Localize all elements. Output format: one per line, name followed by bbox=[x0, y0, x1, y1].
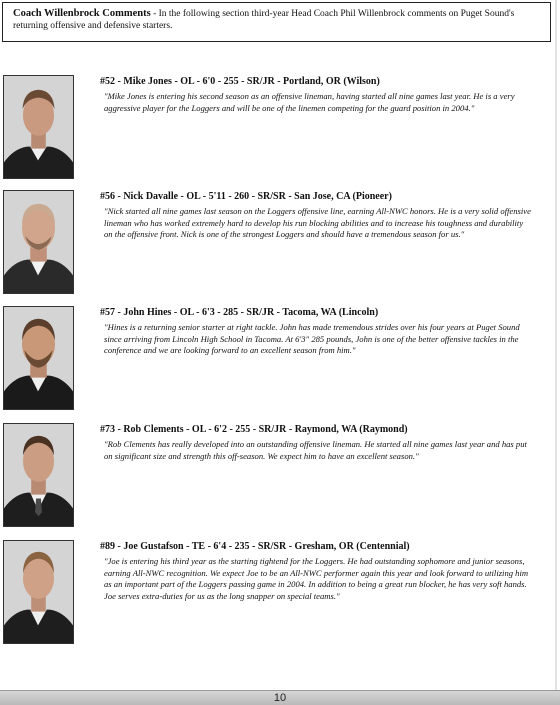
player-entry bbox=[0, 190, 560, 302]
player-quote: "Nick started all nine games last season on the Loggers offensive line, earning All-NWC honors. He is a very solid offensive lineman who has worked extremely hard to develop his run blocking abilities and to increase his toughness and durability on the offensive front. Nick is one of the strongest Loggers and should have a tremendous season for us." bbox=[104, 206, 531, 239]
player-quote: "Hines is a returning senior starter at right tackle. John has made tremendous strides over his four years at Puget Sound since arriving from Lincoln High School in Tacoma. At 6'3" 285 pounds, John is one of the better offensive tackles in the conference and we are looking forward to an excellent season from him." bbox=[104, 322, 520, 355]
header-title: Coach Willenbrock Comments bbox=[13, 8, 151, 19]
player-entry bbox=[0, 423, 560, 535]
page-edge bbox=[555, 0, 557, 704]
player-bio bbox=[100, 540, 532, 602]
player-entry bbox=[0, 540, 560, 652]
player-photo bbox=[3, 540, 74, 644]
player-heading: #73 - Rob Clements - OL - 6'2 - 255 - SR/JR - Raymond, WA (Raymond) bbox=[100, 424, 408, 435]
footer-bar bbox=[0, 690, 560, 705]
player-heading: #52 - Mike Jones - OL - 6'0 - 255 - SR/JR - Portland, OR (Wilson) bbox=[100, 76, 380, 87]
player-bio bbox=[100, 306, 532, 357]
player-photo bbox=[3, 190, 74, 294]
player-quote: "Rob Clements has really developed into an outstanding offensive lineman. He started all nine games last year and has put on significant size and strength this off-season. We expect him to have an excellent season." bbox=[104, 439, 527, 461]
player-photo bbox=[3, 423, 74, 527]
player-bio bbox=[100, 423, 532, 462]
player-entry bbox=[0, 75, 560, 187]
player-quote: "Mike Jones is entering his second season as an offensive lineman, having started all nine games last year. He is a very aggressive player for the Loggers and will be one of the linemen competing for the guard position in 2004." bbox=[104, 91, 515, 113]
player-quote: "Joe is entering his third year as the starting tightend for the Loggers. He had outstanding sophomore and junior seasons, earning All-NWC recognition. We expect Joe to be an All-NWC performer again this year and look forward to utilizing him as an important part of the Loggers passing game in 2004. In addition to being a great run blocker, he has very soft hands. Joe serves extra-duties for us as the long snapper on special teams." bbox=[104, 556, 529, 601]
player-entry bbox=[0, 306, 560, 418]
player-heading: #89 - Joe Gustafson - TE - 6'4 - 235 - SR/SR - Gresham, OR (Centennial) bbox=[100, 541, 410, 552]
header-box bbox=[2, 2, 551, 42]
player-heading: #57 - John Hines - OL - 6'3 - 285 - SR/JR - Tacoma, WA (Lincoln) bbox=[100, 307, 379, 318]
player-bio bbox=[100, 75, 532, 114]
header-intro: - In the following section third-year Head Coach Phil Willenbrock comments on Puget Sound's returning offensive and defensive starters. bbox=[13, 9, 515, 31]
player-bio bbox=[100, 190, 532, 241]
page-number: 10 bbox=[273, 692, 287, 704]
player-heading: #56 - Nick Davalle - OL - 5'11 - 260 - SR/SR - San Jose, CA (Pioneer) bbox=[100, 191, 392, 202]
player-photo bbox=[3, 75, 74, 179]
player-photo bbox=[3, 306, 74, 410]
